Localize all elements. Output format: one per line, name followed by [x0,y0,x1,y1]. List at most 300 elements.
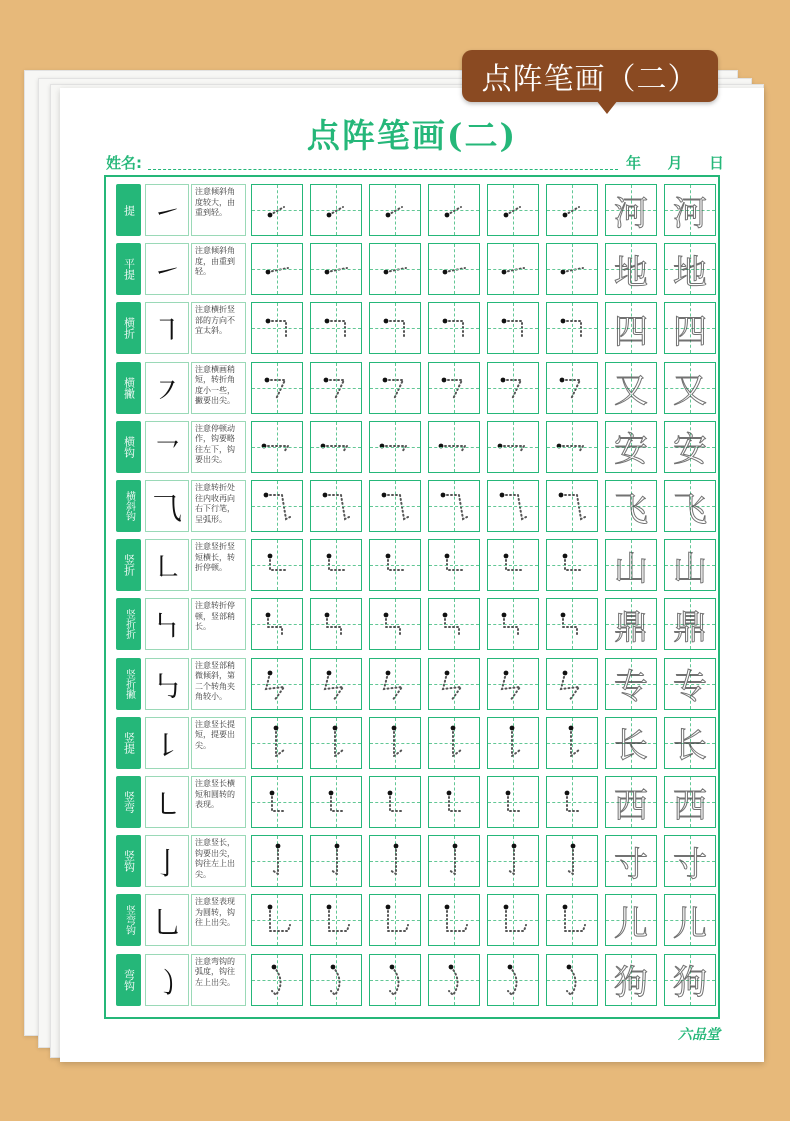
stroke-tip: 注意横折竖部的方向不宜太斜。 [191,302,246,354]
stroke-row [112,538,716,592]
stroke-name-label: 横撇 [122,376,136,399]
tracing-cell[interactable] [251,184,303,236]
tracing-cell[interactable] [310,717,362,769]
dotted-stroke-guide [488,599,538,649]
example-character: 西 [614,785,648,826]
tracing-cell[interactable] [487,362,539,414]
example-character: 专 [673,667,707,708]
tracing-cell[interactable] [428,717,480,769]
example-character-cell[interactable] [605,362,657,414]
example-character: 地 [614,252,648,293]
stroke-sample [145,598,189,650]
tracing-cell[interactable] [487,243,539,295]
stroke-tip: 注意竖长横短和圆转的表现。 [191,776,246,828]
example-character: 儿 [673,903,707,944]
example-character: 河 [614,193,648,234]
example-character-cell[interactable] [605,894,657,946]
tracing-cell[interactable] [428,835,480,887]
stroke-row [112,301,716,355]
stroke-glyph: ㇕ [152,314,182,350]
stroke-name-tag [116,362,141,414]
dotted-stroke-guide [488,303,538,353]
stroke-tip: 注意竖长提短，提要出尖。 [191,717,246,769]
example-character: 河 [673,193,707,234]
brand-logo: 六品堂 [678,1027,720,1043]
day-label: 日 [708,154,724,172]
example-character-cell[interactable] [605,598,657,650]
example-character-cell[interactable] [605,421,657,473]
tracing-cell[interactable] [487,954,539,1006]
tracing-cell[interactable] [310,184,362,236]
example-character-cell[interactable] [664,954,716,1006]
example-character-cell[interactable] [664,894,716,946]
dotted-stroke-guide [311,422,361,472]
example-character: 四 [614,311,648,352]
tracing-cell[interactable] [251,835,303,887]
dotted-stroke-guide [429,185,479,235]
practice-grid [104,175,720,1019]
example-character: 地 [673,252,707,293]
example-character-cell[interactable] [664,776,716,828]
example-character: 鼎 [614,607,648,648]
stroke-name-tag [116,302,141,354]
dotted-stroke-guide [252,955,302,1005]
example-character: 鼎 [673,607,707,648]
dotted-stroke-guide [547,363,597,413]
tracing-cell[interactable] [487,835,539,887]
stroke-name-tag [116,421,141,473]
tracing-cell[interactable] [251,362,303,414]
dotted-stroke-guide [311,481,361,531]
tracing-cell[interactable] [487,539,539,591]
tracing-cell[interactable] [310,421,362,473]
stroke-glyph: ㇇ [152,373,182,409]
example-character-cell[interactable] [605,184,657,236]
dotted-stroke-guide [370,836,420,886]
example-character-cell[interactable] [605,954,657,1006]
dotted-stroke-guide [370,363,420,413]
stroke-row [112,775,716,829]
tracing-cell[interactable] [487,776,539,828]
stroke-tip: 注意竖部稍微倾斜，第二个转角夹角较小。 [191,658,246,710]
tracing-cell[interactable] [369,243,421,295]
stroke-name-tag [116,658,141,710]
example-character: 又 [673,371,707,412]
stroke-glyph: ㇗ [152,551,182,587]
example-character-cell[interactable] [605,835,657,887]
tracing-cell[interactable] [487,421,539,473]
example-character-cell[interactable] [605,776,657,828]
tracing-cell[interactable] [428,954,480,1006]
example-character: 专 [614,667,648,708]
dotted-stroke-guide [311,718,361,768]
example-character-cell[interactable] [664,835,716,887]
dotted-stroke-guide [311,659,361,709]
dotted-stroke-guide [429,599,479,649]
stroke-name-tag [116,480,141,532]
example-character: 儿 [614,903,648,944]
stroke-row [112,361,716,415]
name-label: 姓名: [106,154,142,172]
tracing-cell[interactable] [369,480,421,532]
dotted-stroke-guide [252,481,302,531]
dotted-stroke-guide [488,895,538,945]
stroke-sample [145,480,189,532]
dotted-stroke-guide [429,540,479,590]
tracing-cell[interactable] [310,598,362,650]
dotted-stroke-guide [311,895,361,945]
stroke-name-tag [116,717,141,769]
example-character-cell[interactable] [664,362,716,414]
example-character-cell[interactable] [664,243,716,295]
tracing-cell[interactable] [428,302,480,354]
stroke-row [112,834,716,888]
dotted-stroke-guide [547,718,597,768]
dotted-stroke-guide [252,895,302,945]
dotted-stroke-guide [252,303,302,353]
example-character: 安 [673,430,707,471]
month-label: 月 [667,154,683,172]
stroke-name-tag [116,776,141,828]
dotted-stroke-guide [370,895,420,945]
dotted-stroke-guide [429,303,479,353]
stroke-tip: 注意弯钩的弧度，钩往左上出尖。 [191,954,246,1006]
dotted-stroke-guide [252,836,302,886]
stroke-name-label: 横折 [122,317,136,340]
dotted-stroke-guide [488,777,538,827]
dotted-stroke-guide [252,244,302,294]
tracing-cell[interactable] [428,480,480,532]
dotted-stroke-guide [547,481,597,531]
stroke-row [112,479,716,533]
stroke-glyph: ㇀ [152,255,182,291]
example-character: 狗 [673,963,707,1004]
tracing-cell[interactable] [251,421,303,473]
tracing-cell[interactable] [546,184,598,236]
dotted-stroke-guide [547,836,597,886]
stroke-sample [145,658,189,710]
tracing-cell[interactable] [251,658,303,710]
dotted-stroke-guide [547,303,597,353]
stroke-tip: 注意竖长，钩要出尖，钩往左上出尖。 [191,835,246,887]
tracing-cell[interactable] [251,302,303,354]
dotted-stroke-guide [488,955,538,1005]
stroke-sample [145,362,189,414]
tracing-cell[interactable] [487,717,539,769]
tracing-cell[interactable] [428,243,480,295]
dotted-stroke-guide [429,363,479,413]
example-character-cell[interactable] [664,480,716,532]
tracing-cell[interactable] [310,362,362,414]
stroke-name-tag [116,894,141,946]
tracing-cell[interactable] [369,539,421,591]
tracing-cell[interactable] [310,243,362,295]
dotted-stroke-guide [370,955,420,1005]
tracing-cell[interactable] [251,539,303,591]
stroke-sample [145,539,189,591]
stroke-sample [145,776,189,828]
example-character-cell[interactable] [605,243,657,295]
stroke-name-tag [116,184,141,236]
example-character: 飞 [673,489,707,530]
tracing-cell[interactable] [369,362,421,414]
stroke-glyph: ㇁ [152,965,182,1001]
tracing-cell[interactable] [546,480,598,532]
dotted-stroke-guide [547,599,597,649]
dotted-stroke-guide [429,244,479,294]
stroke-name-label: 竖折折 [123,609,135,640]
stroke-name-label: 竖提 [122,731,136,754]
tracing-cell[interactable] [428,776,480,828]
dotted-stroke-guide [252,540,302,590]
tracing-cell[interactable] [369,717,421,769]
example-character: 山 [614,548,648,589]
stroke-row [112,893,716,947]
dotted-stroke-guide [311,185,361,235]
dotted-stroke-guide [370,599,420,649]
stroke-row [112,597,716,651]
example-character: 寸 [614,844,648,885]
tracing-cell[interactable] [251,243,303,295]
tracing-cell[interactable] [251,480,303,532]
tracing-cell[interactable] [369,835,421,887]
example-character-cell[interactable] [605,539,657,591]
dotted-stroke-guide [488,718,538,768]
tracing-cell[interactable] [487,894,539,946]
stroke-name-tag [116,539,141,591]
dotted-stroke-guide [429,895,479,945]
stroke-glyph: 亅 [152,847,182,883]
tracing-cell[interactable] [546,598,598,650]
stroke-glyph: 乚 [152,906,182,942]
example-character-cell[interactable] [605,302,657,354]
tracing-cell[interactable] [487,658,539,710]
stroke-row [112,716,716,770]
stroke-glyph: ㇞ [152,610,182,646]
stroke-glyph: ㇄ [152,788,182,823]
tracing-cell[interactable] [369,302,421,354]
stroke-glyph: ㇙ [152,728,182,764]
tracing-cell[interactable] [546,539,598,591]
tracing-cell[interactable] [369,658,421,710]
stroke-name-label: 竖弯 [122,791,136,813]
tracing-cell[interactable] [369,421,421,473]
stroke-sample [145,835,189,887]
stroke-name-tag [116,243,141,295]
stroke-name-label: 竖折撇 [123,668,135,699]
banner: 点阵笔画（二） [462,50,718,102]
dotted-stroke-guide [252,718,302,768]
stroke-glyph: ⺄ [152,492,182,527]
stroke-glyph: ㇀ [152,196,182,231]
dotted-stroke-guide [252,422,302,472]
dotted-stroke-guide [370,718,420,768]
dotted-stroke-guide [370,659,420,709]
stroke-name-label: 横钩 [122,435,136,458]
stroke-name-tag [116,835,141,887]
example-character-cell[interactable] [664,302,716,354]
dotted-stroke-guide [488,363,538,413]
page-title: 点阵笔画(二) [306,116,518,155]
dotted-stroke-guide [311,540,361,590]
dotted-stroke-guide [311,836,361,886]
tracing-cell[interactable] [251,776,303,828]
stroke-name-label: 竖折 [122,554,136,577]
dotted-stroke-guide [370,422,420,472]
example-character: 四 [673,311,707,352]
example-character-cell[interactable] [664,539,716,591]
tracing-cell[interactable] [310,894,362,946]
stroke-glyph: ㇉ [152,669,182,705]
stroke-row [112,657,716,711]
stroke-name-label: 提 [122,204,136,216]
stroke-tip: 注意倾斜角度，由重到轻。 [191,243,246,295]
tracing-cell[interactable] [310,835,362,887]
tracing-cell[interactable] [428,658,480,710]
year-label: 年 [626,154,642,172]
tracing-cell[interactable] [546,894,598,946]
dotted-stroke-guide [547,895,597,945]
tracing-cell[interactable] [546,658,598,710]
tracing-cell[interactable] [310,954,362,1006]
stroke-row [112,420,716,474]
example-character: 长 [614,726,648,767]
example-character: 寸 [673,844,707,885]
example-character: 狗 [614,963,648,1004]
dotted-stroke-guide [547,540,597,590]
dotted-stroke-guide [547,422,597,472]
example-character-cell[interactable] [664,658,716,710]
tracing-cell[interactable] [428,539,480,591]
stroke-sample [145,243,189,295]
dotted-stroke-guide [547,185,597,235]
tracing-cell[interactable] [487,184,539,236]
example-character-cell[interactable] [605,480,657,532]
example-character-cell[interactable] [605,717,657,769]
example-character-cell[interactable] [605,658,657,710]
name-field[interactable] [148,169,618,170]
example-character: 山 [673,548,707,589]
tracing-cell[interactable] [428,421,480,473]
stroke-name-label: 弯钩 [122,968,136,991]
tracing-cell[interactable] [251,598,303,650]
tracing-cell[interactable] [546,776,598,828]
dotted-stroke-guide [429,777,479,827]
dotted-stroke-guide [429,718,479,768]
stroke-name-label: 横斜钩 [123,491,135,521]
tracing-cell[interactable] [546,954,598,1006]
dotted-stroke-guide [252,599,302,649]
dotted-stroke-guide [488,481,538,531]
stroke-name-label: 竖钩 [122,850,136,873]
tracing-cell[interactable] [369,598,421,650]
tracing-cell[interactable] [310,539,362,591]
dotted-stroke-guide [370,185,420,235]
dotted-stroke-guide [429,422,479,472]
tracing-cell[interactable] [487,598,539,650]
tracing-cell[interactable] [310,776,362,828]
stroke-row [112,183,716,237]
dotted-stroke-guide [252,363,302,413]
tracing-cell[interactable] [251,717,303,769]
dotted-stroke-guide [429,481,479,531]
stroke-row [112,242,716,296]
stroke-tip: 注意转折处往内收再向右下行笔，呈弧形。 [191,480,246,532]
example-character: 飞 [614,489,648,530]
stroke-glyph: ㇖ [152,432,182,468]
tracing-cell[interactable] [428,184,480,236]
tracing-cell[interactable] [310,480,362,532]
dotted-stroke-guide [252,659,302,709]
dotted-stroke-guide [488,244,538,294]
dotted-stroke-guide [370,244,420,294]
tracing-cell[interactable] [546,362,598,414]
tracing-cell[interactable] [546,302,598,354]
stroke-tip: 注意横画稍短，转折角度小一些，撇要出尖。 [191,362,246,414]
tracing-cell[interactable] [428,362,480,414]
dotted-stroke-guide [547,777,597,827]
tracing-cell[interactable] [251,894,303,946]
tracing-cell[interactable] [487,480,539,532]
stroke-sample [145,184,189,236]
dotted-stroke-guide [252,185,302,235]
example-character-cell[interactable] [664,184,716,236]
tracing-cell[interactable] [546,243,598,295]
dotted-stroke-guide [488,422,538,472]
example-character: 又 [614,371,648,412]
stroke-tip: 注意停顿动作，钩要略往左下，钩要出尖。 [191,421,246,473]
tracing-cell[interactable] [310,658,362,710]
dotted-stroke-guide [488,659,538,709]
tracing-cell[interactable] [546,835,598,887]
example-character-cell[interactable] [664,421,716,473]
dotted-stroke-guide [311,244,361,294]
tracing-cell[interactable] [487,302,539,354]
tracing-cell[interactable] [428,598,480,650]
tracing-cell[interactable] [546,421,598,473]
tracing-cell[interactable] [369,776,421,828]
stroke-sample [145,894,189,946]
stroke-tip: 注意竖折竖短横长，转折停顿。 [191,539,246,591]
dotted-stroke-guide [429,659,479,709]
stroke-name-tag [116,598,141,650]
dotted-stroke-guide [252,777,302,827]
tracing-cell[interactable] [251,954,303,1006]
tracing-cell[interactable] [369,954,421,1006]
dotted-stroke-guide [488,185,538,235]
dotted-stroke-guide [429,836,479,886]
tracing-cell[interactable] [546,717,598,769]
example-character-cell[interactable] [664,598,716,650]
tracing-cell[interactable] [369,184,421,236]
dotted-stroke-guide [488,540,538,590]
stroke-sample [145,954,189,1006]
dotted-stroke-guide [311,363,361,413]
dotted-stroke-guide [488,836,538,886]
dotted-stroke-guide [370,540,420,590]
dotted-stroke-guide [311,599,361,649]
dotted-stroke-guide [311,955,361,1005]
stroke-name-tag [116,954,141,1006]
example-character-cell[interactable] [664,717,716,769]
dotted-stroke-guide [370,481,420,531]
tracing-cell[interactable] [310,302,362,354]
tracing-cell[interactable] [428,894,480,946]
example-character: 长 [673,726,707,767]
tracing-cell[interactable] [369,894,421,946]
stroke-sample [145,421,189,473]
stroke-sample [145,302,189,354]
